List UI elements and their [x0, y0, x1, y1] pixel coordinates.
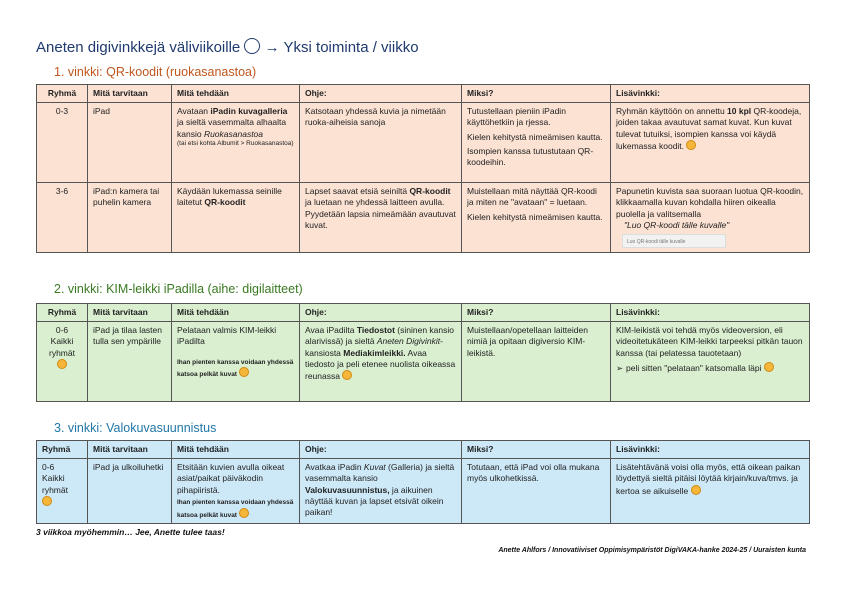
col-header-why: Miksi? [462, 441, 611, 459]
text-bold: 10 kpl [727, 106, 752, 117]
text: Isompien kanssa tutustutaan QR-koodeihin. [467, 145, 594, 168]
col-header-group: Ryhmä [37, 304, 88, 322]
cell-what [172, 322, 300, 402]
text: Tutustellaan pieniin iPadin käyttöhetkiin ja rjessa. [467, 106, 566, 128]
text: Kielen kehitystä nimeämisen kautta. [467, 211, 603, 222]
text: Avaa tiedosto ja peli etenee nuolista oikeassa reunassa [305, 347, 456, 382]
text-small [177, 359, 294, 381]
text-italic: Kuvat [363, 462, 386, 473]
cell-needs: iPad ja tilaa lasten tulla sen ympärille [88, 322, 172, 402]
smiley-icon [239, 508, 249, 518]
cell-tip [611, 322, 810, 402]
text: Papunetin kuvista saa suoraan luotua QR-koodin, klikkaamalla kuvan kohdalla hiiren oikealla puolella ja valitsemalla [616, 186, 804, 219]
cell-why [462, 183, 611, 253]
text: Ryhmän käyttöön on annettu [616, 106, 728, 117]
cell-why: Muistellaan/opetellaan laitteiden nimiä ja opitaan digiversio KIM-leikistä. [462, 322, 611, 402]
text-bold: Mediakimleikki. [343, 347, 406, 358]
text-bold: Valokuvasuunnistus, [305, 484, 390, 495]
col-header-guide: Ohje: [300, 441, 462, 459]
cell-what [172, 103, 300, 183]
col-header-tip: Lisävinkki: [611, 304, 810, 322]
text: Kaikki ryhmät [42, 473, 68, 495]
text: Käydään lukemassa seinille laitetut [177, 186, 282, 208]
text: -kansiosta [305, 336, 443, 358]
cell-guide: Katsotaan yhdessä kuvia ja nimetään ruoka-aiheisia sanoja [300, 103, 462, 183]
section-1-title: 1. vinkki: QR-koodit (ruokasanastoa) [54, 65, 257, 79]
section-2-title: 2. vinkki: KIM-leikki iPadilla (aihe: digilaitteet) [54, 282, 303, 296]
text: Avataan [177, 106, 211, 117]
arrow-bullet-icon: ➢ [616, 362, 624, 373]
text-bold: QR-koodit [409, 186, 451, 197]
cell-guide [300, 183, 462, 253]
col-header-needs: Mitä tarvitaan [88, 304, 172, 322]
text: 0-6 [42, 462, 55, 473]
col-header-why: Miksi? [462, 304, 611, 322]
col-header-what: Mitä tehdään [172, 85, 300, 103]
table-header-row [37, 304, 810, 322]
section-1-table [36, 84, 810, 253]
col-header-needs: Mitä tarvitaan [88, 85, 172, 103]
text: (Galleria) ja sieltä vasemmalta kansio [305, 462, 455, 484]
page-title [36, 38, 419, 56]
col-header-guide: Ohje: [300, 85, 462, 103]
cell-guide [300, 459, 462, 524]
col-header-guide: Ohje: [300, 304, 462, 322]
qr-menu-screenshot: Luo QR-koodi tälle kuvalle [622, 234, 726, 248]
text: Muistellaan mitä näyttää QR-koodi ja miten ne "avataan" = luetaan. [467, 186, 597, 208]
cell-tip [611, 459, 810, 524]
text: Ihan pienten kanssa voidaan yhdessä katsoa pelkät kuvat [177, 498, 294, 519]
table-row [37, 183, 810, 253]
text: Lapset saavat etsiä seiniltä [305, 186, 410, 197]
title-subtext: → Yksi toiminta / viikko [264, 39, 419, 56]
section-3-table [36, 440, 810, 524]
cell-group [37, 459, 88, 524]
table-header-row [37, 441, 810, 459]
text-small [177, 499, 294, 521]
smiley-icon [342, 370, 352, 380]
bullet-item [616, 362, 804, 374]
smiley-icon [691, 485, 701, 495]
col-header-tip: Lisävinkki: [611, 85, 810, 103]
smiley-icon [764, 362, 774, 372]
smiley-icon [686, 140, 696, 150]
cell-why: Totutaan, että iPad voi olla mukana myös ulkohetkissä. [462, 459, 611, 524]
cell-tip [611, 183, 810, 253]
text: ja sieltä vasemmalta alhaalta kansio [177, 117, 287, 139]
text: KIM-leikistä voi tehdä myös videoversion, eli videoitetukäteen KIM-leikki tarpeeksi pitkän tauon kanssa (tai pelatessa tauotetaan) [616, 325, 803, 358]
footer-note: 3 viikkoa myöhemmin… Jee, Anette tulee taas! [36, 527, 225, 537]
cell-group: 0-3 [37, 103, 88, 183]
text: Pelataan valmis KIM-leikki iPadilta [177, 325, 277, 347]
cell-why [462, 103, 611, 183]
table-row [37, 322, 810, 402]
text-italic: "Luo QR-koodi tälle kuvalle" [624, 219, 730, 230]
title-text: Aneten digivinkkejä väliviikoille [36, 39, 241, 56]
col-header-what: Mitä tehdään [172, 441, 300, 459]
cell-group [37, 322, 88, 402]
table-row [37, 103, 810, 183]
footer-credit: Anette Ahlfors / Innovatiiviset Oppimisympäristöt DigiVAKA-hanke 2024-25 / Uuraisten kunta [498, 547, 806, 554]
text: ja luetaan ne yhdessä laitteen avulla. Pyydetään lapsia nimeämään avautuvat kuvat. [305, 197, 456, 230]
text: Kaikki ryhmät [49, 336, 75, 358]
col-header-what: Mitä tehdään [172, 304, 300, 322]
col-header-group: Ryhmä [37, 85, 88, 103]
text: Avatkaa iPadin [305, 462, 364, 473]
cell-what [172, 459, 300, 524]
text-bold: iPadin kuvagalleria [210, 106, 288, 117]
cell-tip [611, 103, 810, 183]
smiley-icon [239, 367, 249, 377]
col-header-group: Ryhmä [37, 441, 88, 459]
smiley-icon [57, 359, 67, 369]
text-italic: Aneten Digivinkit [376, 336, 441, 347]
text: (sininen kansio alarivissä) ja sieltä [305, 325, 454, 347]
text: peli sitten "pelataan" katsomalla läpi [626, 362, 762, 373]
text: Avaa iPadilta [305, 325, 357, 336]
cell-needs: iPad ja ulkoiluhetki [88, 459, 172, 524]
section-2-table [36, 303, 810, 402]
col-header-needs: Mitä tarvitaan [88, 441, 172, 459]
smiley-icon [244, 38, 260, 54]
smiley-icon [42, 496, 52, 506]
text: Kielen kehitystä nimeämisen kautta. [467, 131, 603, 142]
cell-what [172, 183, 300, 253]
text: Ihan pienten kanssa voidaan yhdessä katsoa pelkät kuvat [177, 358, 294, 379]
text-italic: Ruokasanastoa [203, 128, 264, 139]
text: QR-koodeja, joiden takaa avautuvat samat kuvat. Kun kuvat tulevat tutuiksi, isompien kanssa voi käydä lukemassa koodit. [616, 106, 802, 151]
cell-needs: iPad:n kamera tai puhelin kamera [88, 183, 172, 253]
cell-group: 3-6 [37, 183, 88, 253]
text: Etsitään kuvien avulla oikeat asiat/paikat päiväkodin pihapiiristä. [177, 462, 285, 495]
text-bold: QR-koodit [204, 197, 246, 208]
cell-needs: iPad [88, 103, 172, 183]
table-row [37, 459, 810, 524]
text: ja aikuinen näyttää kuvan ja lapset etsivät oikein paikan! [305, 484, 444, 518]
table-header-row [37, 85, 810, 103]
cell-guide [300, 322, 462, 402]
col-header-tip: Lisävinkki: [611, 441, 810, 459]
text-small: (tai etsi kohta Albumit > Ruokasanastoa) [177, 139, 294, 147]
col-header-why: Miksi? [462, 85, 611, 103]
text-bold: Tiedostot [356, 325, 395, 336]
text: 0-6 [55, 325, 69, 336]
section-3-title: 3. vinkki: Valokuvasuunnistus [54, 421, 217, 435]
text: Lisätehtävänä voisi olla myös, että oikean paikan löydettyä sieltä pitäisi löytää kirjain/kuva/tmvs. ja kertoa se aikuiselle [616, 462, 801, 496]
